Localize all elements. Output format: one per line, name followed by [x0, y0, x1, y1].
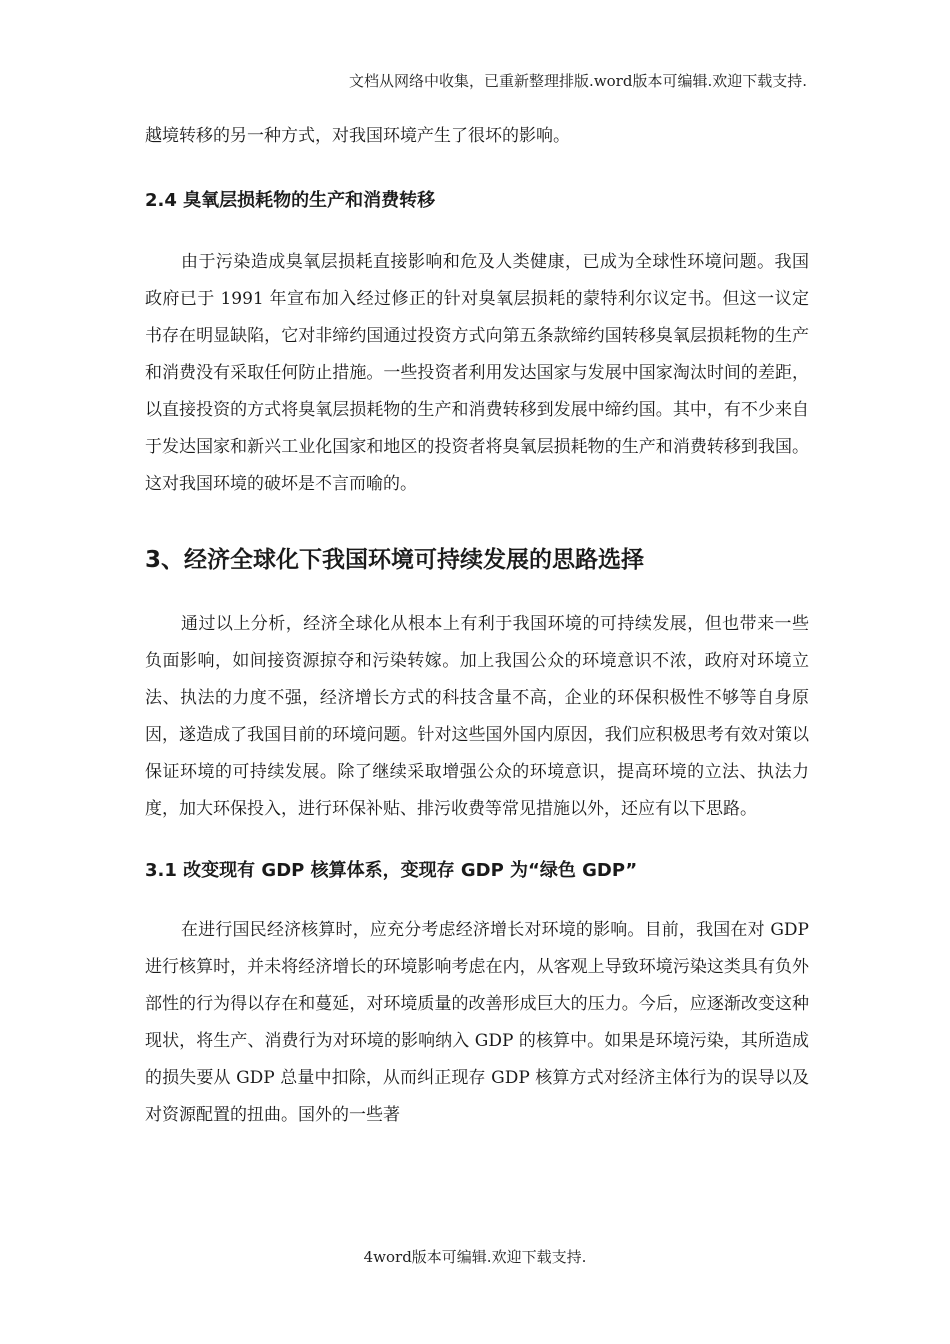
page-footer: 4word版本可编辑.欢迎下载支持. [363, 1248, 587, 1266]
section-heading-3: 3、经济全球化下我国环境可持续发展的思路选择 [145, 547, 645, 573]
section-heading-3-1: 3.1 改变现有 GDP 核算体系，变现存 GDP 为“绿色 GDP” [145, 860, 638, 881]
page-header: 文档从网络中收集，已重新整理排版.word版本可编辑.欢迎下载支持. [349, 72, 807, 90]
paragraph-continued: 越境转移的另一种方式，对我国环境产生了很坏的影响。 [145, 126, 570, 146]
paragraph-ozone: 由于污染造成臭氧层损耗直接影响和危及人类健康，已成为全球性环境问题。我国政府已于 1991 年宣布加入经过修正的针对臭氧层损耗的蒙特利尔议定书。但这一议定书存在明显缺陷，它对非缔约国通过投资方式向第五条款缔约国转移臭氧层损耗物的生产和消费没有采取任何防止措施。一些投资者利用发达国家与发展中国家淘汰时间的差距，以直接投资的方式将臭氧层损耗物的生产和消费转移到发展中缔约国。其中，有不少来自于发达国家和新兴工业化国家和地区的投资者将臭氧层损耗物的生产和消费转移到我国。这对我国环境的破坏是不言而喻的。 [145, 252, 809, 494]
paragraph-gdp: 在进行国民经济核算时，应充分考虑经济增长对环境的影响。目前，我国在对 GDP 进行核算时，并未将经济增长的环境影响考虑在内，从客观上导致环境污染这类具有负外部性的行为得以存在和蔓延，对环境质量的改善形成巨大的压力。今后，应逐渐改变这种现状，将生产、消费行为对环境的影响纳入 GDP 的核算中。如果是环境污染，其所造成的损失要从 GDP 总量中扣除，从而纠正现存 GDP 核算方式对经济主体行为的误导以及对资源配置的扭曲。国外的一些著 [145, 920, 809, 1125]
paragraph-analysis: 通过以上分析，经济全球化从根本上有利于我国环境的可持续发展，但也带来一些负面影响，如间接资源掠夺和污染转嫁。加上我国公众的环境意识不浓，政府对环境立法、执法的力度不强，经济增长方式的科技含量不高，企业的环保积极性不够等自身原因，遂造成了我国目前的环境问题。针对这些国外国内原因，我们应积极思考有效对策以保证环境的可持续发展。除了继续采取增强公众的环境意识，提高环境的立法、执法力度，加大环保投入，进行环保补贴、排污收费等常见措施以外，还应有以下思路。 [145, 614, 809, 819]
page-content [145, 118, 809, 1134]
section-heading-2-4: 2.4 臭氧层损耗物的生产和消费转移 [145, 190, 436, 211]
